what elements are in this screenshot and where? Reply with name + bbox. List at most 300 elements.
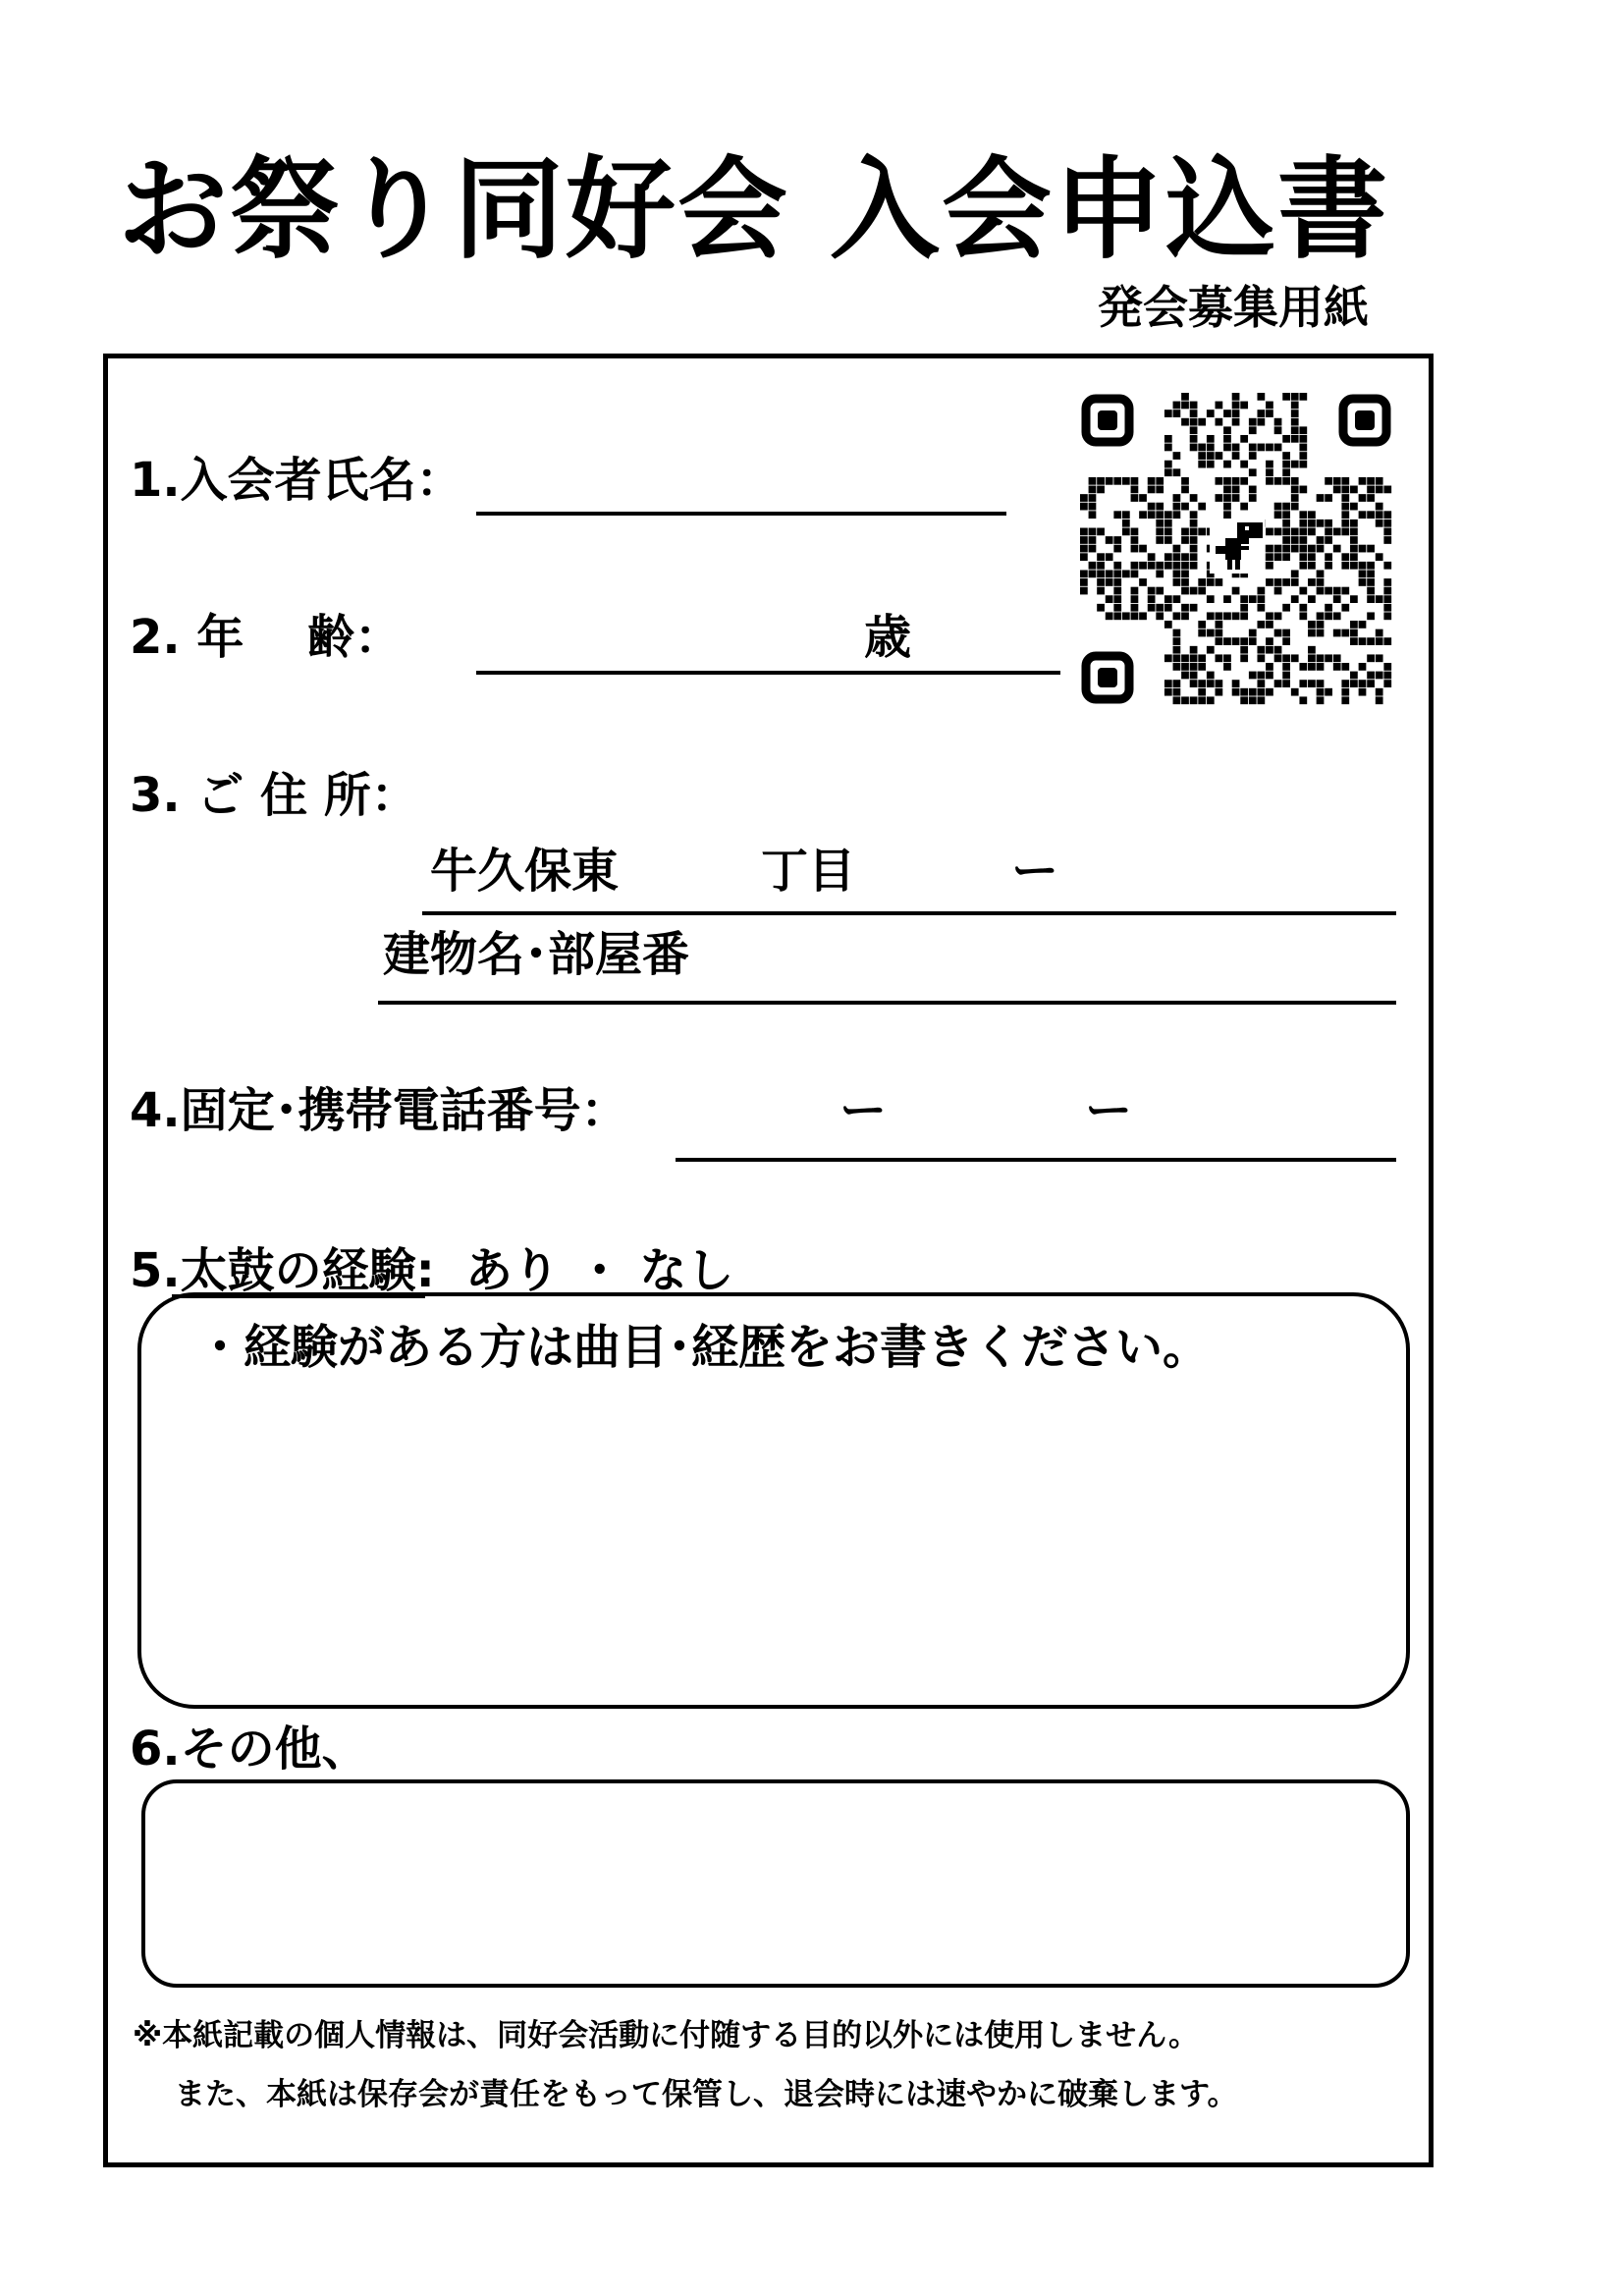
qr-module xyxy=(1376,672,1383,680)
qr-module xyxy=(1333,486,1341,494)
address-line1-input[interactable] xyxy=(422,911,1396,915)
qr-module xyxy=(1341,519,1349,527)
qr-module xyxy=(1359,477,1367,485)
qr-module xyxy=(1274,629,1282,637)
qr-module xyxy=(1317,621,1325,629)
qr-module xyxy=(1156,587,1164,595)
qr-module xyxy=(1376,629,1383,637)
qr-module xyxy=(1223,486,1231,494)
qr-module xyxy=(1299,444,1307,452)
phone-input-line[interactable] xyxy=(676,1158,1396,1162)
qr-module xyxy=(1325,536,1332,544)
qr-module xyxy=(1181,562,1189,570)
qr-module xyxy=(1383,680,1391,687)
age-unit: 歳 xyxy=(864,610,912,665)
qr-module xyxy=(1190,435,1198,443)
qr-module xyxy=(1164,519,1172,527)
qr-module xyxy=(1139,612,1147,620)
qr-module xyxy=(1240,435,1248,443)
qr-module xyxy=(1164,468,1172,476)
qr-module xyxy=(1190,663,1198,671)
qr-module xyxy=(1350,553,1358,561)
qr-module xyxy=(1317,688,1325,696)
phone-dash-2: ー xyxy=(1085,1083,1133,1138)
qr-module xyxy=(1198,629,1206,637)
qr-module xyxy=(1274,646,1282,654)
qr-module xyxy=(1274,578,1282,586)
qr-module xyxy=(1232,452,1240,460)
qr-module xyxy=(1207,435,1215,443)
qr-module xyxy=(1266,402,1273,410)
qr-module xyxy=(1257,680,1265,687)
qr-module xyxy=(1299,680,1307,687)
qr-module xyxy=(1308,621,1316,629)
qr-module xyxy=(1113,545,1121,553)
qr-module xyxy=(1232,680,1240,687)
qr-module xyxy=(1266,672,1273,680)
qr-module xyxy=(1274,418,1282,426)
qr-module xyxy=(1232,418,1240,426)
qr-module xyxy=(1282,536,1290,544)
qr-module xyxy=(1097,477,1105,485)
qr-module xyxy=(1317,696,1325,704)
qr-module xyxy=(1266,477,1273,485)
qr-module xyxy=(1299,486,1307,494)
qr-module xyxy=(1106,578,1113,586)
qr-module xyxy=(1181,587,1189,595)
qr-module xyxy=(1164,604,1172,612)
qr-module xyxy=(1274,680,1282,687)
qr-module xyxy=(1376,553,1383,561)
qr-module xyxy=(1131,528,1139,536)
qr-module xyxy=(1367,595,1375,603)
qr-module xyxy=(1274,528,1282,536)
qr-module xyxy=(1131,486,1139,494)
qr-module xyxy=(1232,402,1240,410)
qr-module xyxy=(1291,435,1299,443)
qr-module xyxy=(1097,553,1105,561)
qr-module xyxy=(1139,494,1147,502)
qr-code-icon[interactable] xyxy=(1080,393,1392,705)
qr-module xyxy=(1198,680,1206,687)
qr-module xyxy=(1089,536,1097,544)
qr-module xyxy=(1122,477,1130,485)
qr-module xyxy=(1350,595,1358,603)
qr-module xyxy=(1359,663,1367,671)
qr-module xyxy=(1131,545,1139,553)
qr-module xyxy=(1299,435,1307,443)
qr-module xyxy=(1325,562,1332,570)
qr-module xyxy=(1190,494,1198,502)
qr-module xyxy=(1223,494,1231,502)
qr-module xyxy=(1383,519,1391,527)
qr-module xyxy=(1181,418,1189,426)
qr-module xyxy=(1240,696,1248,704)
qr-module xyxy=(1308,545,1316,553)
qr-module xyxy=(1190,418,1198,426)
qr-module xyxy=(1240,595,1248,603)
qr-module xyxy=(1106,612,1113,620)
qr-module xyxy=(1131,494,1139,502)
qr-module xyxy=(1308,629,1316,637)
qr-module xyxy=(1223,663,1231,671)
qr-module xyxy=(1359,570,1367,577)
qr-module xyxy=(1139,511,1147,519)
qr-module xyxy=(1156,570,1164,577)
qr-module xyxy=(1341,494,1349,502)
qr-module xyxy=(1299,553,1307,561)
qr-module xyxy=(1249,672,1257,680)
qr-module xyxy=(1376,486,1383,494)
qr-module xyxy=(1156,486,1164,494)
qr-module xyxy=(1341,604,1349,612)
qr-module xyxy=(1139,562,1147,570)
qr-module xyxy=(1181,503,1189,511)
qr-module xyxy=(1257,393,1265,401)
qr-module xyxy=(1113,578,1121,586)
qr-module xyxy=(1266,410,1273,417)
qr-module xyxy=(1156,528,1164,536)
qr-module xyxy=(1181,654,1189,662)
qr-module xyxy=(1341,688,1349,696)
age-input-line[interactable] xyxy=(476,671,1060,675)
qr-module xyxy=(1359,578,1367,586)
qr-module xyxy=(1207,578,1215,586)
qr-module xyxy=(1190,528,1198,536)
qr-module xyxy=(1266,646,1273,654)
qr-module xyxy=(1291,477,1299,485)
qr-module xyxy=(1181,477,1189,485)
qr-module xyxy=(1317,578,1325,586)
qr-module xyxy=(1266,663,1273,671)
qr-module xyxy=(1257,604,1265,612)
qr-module xyxy=(1350,621,1358,629)
qr-module xyxy=(1367,578,1375,586)
qr-module xyxy=(1325,519,1332,527)
qr-module xyxy=(1173,578,1181,586)
qr-module xyxy=(1240,402,1248,410)
qr-module xyxy=(1181,696,1189,704)
qr-module xyxy=(1266,528,1273,536)
qr-module xyxy=(1164,536,1172,544)
qr-module xyxy=(1190,545,1198,553)
qr-module xyxy=(1249,696,1257,704)
qr-module xyxy=(1223,477,1231,485)
qr-module xyxy=(1383,486,1391,494)
qr-module xyxy=(1148,595,1156,603)
qr-module xyxy=(1089,528,1097,536)
qr-module xyxy=(1249,688,1257,696)
qr-module xyxy=(1376,654,1383,662)
qr-module xyxy=(1367,654,1375,662)
qr-module xyxy=(1106,536,1113,544)
qr-module xyxy=(1317,612,1325,620)
qr-module xyxy=(1156,562,1164,570)
qr-module xyxy=(1350,545,1358,553)
qr-module xyxy=(1198,587,1206,595)
qr-module xyxy=(1190,587,1198,595)
qr-module xyxy=(1266,553,1273,561)
qr-module xyxy=(1173,402,1181,410)
qr-module xyxy=(1291,461,1299,468)
qr-module xyxy=(1291,410,1299,417)
qr-module xyxy=(1266,461,1273,468)
qr-module xyxy=(1325,604,1332,612)
qr-module xyxy=(1291,393,1299,401)
qr-module xyxy=(1282,435,1290,443)
qr-module xyxy=(1317,545,1325,553)
qr-module xyxy=(1333,612,1341,620)
qr-module xyxy=(1376,595,1383,603)
qr-module xyxy=(1164,435,1172,443)
qr-module xyxy=(1383,663,1391,671)
other-textarea[interactable] xyxy=(141,1779,1410,1988)
qr-module xyxy=(1198,452,1206,460)
qr-module xyxy=(1249,418,1257,426)
qr-module xyxy=(1181,402,1189,410)
qr-module xyxy=(1164,461,1172,468)
qr-module xyxy=(1190,672,1198,680)
qr-module xyxy=(1299,696,1307,704)
qr-module xyxy=(1181,570,1189,577)
qr-module xyxy=(1282,680,1290,687)
qr-module xyxy=(1181,612,1189,620)
qr-module xyxy=(1257,595,1265,603)
address-line2-input[interactable] xyxy=(378,1001,1396,1005)
qr-module xyxy=(1367,511,1375,519)
qr-module xyxy=(1198,461,1206,468)
qr-module xyxy=(1190,696,1198,704)
qr-module xyxy=(1089,562,1097,570)
qr-module xyxy=(1240,637,1248,645)
qr-module xyxy=(1240,612,1248,620)
qr-module xyxy=(1080,570,1088,577)
qr-module xyxy=(1089,570,1097,577)
qr-module xyxy=(1317,587,1325,595)
qr-module xyxy=(1282,477,1290,485)
qr-module xyxy=(1274,612,1282,620)
qr-module xyxy=(1156,511,1164,519)
qr-module xyxy=(1113,612,1121,620)
qr-module xyxy=(1341,680,1349,687)
qr-module xyxy=(1207,452,1215,460)
qr-module xyxy=(1156,477,1164,485)
qr-module xyxy=(1282,663,1290,671)
qr-module xyxy=(1106,477,1113,485)
qr-module xyxy=(1257,410,1265,417)
qr-module xyxy=(1148,511,1156,519)
qr-module xyxy=(1173,494,1181,502)
qr-module xyxy=(1317,663,1325,671)
qr-module xyxy=(1173,646,1181,654)
qr-module xyxy=(1181,663,1189,671)
qr-module xyxy=(1282,452,1290,460)
qr-module xyxy=(1164,410,1172,417)
qr-module xyxy=(1308,595,1316,603)
qr-module xyxy=(1181,536,1189,544)
qr-module xyxy=(1325,553,1332,561)
qr-module xyxy=(1367,612,1375,620)
qr-module xyxy=(1249,637,1257,645)
qr-module xyxy=(1367,637,1375,645)
qr-module xyxy=(1148,503,1156,511)
qr-module xyxy=(1367,486,1375,494)
qr-module xyxy=(1190,680,1198,687)
drum-experience-options[interactable]: あり ・ なし xyxy=(465,1243,734,1298)
qr-module xyxy=(1376,511,1383,519)
qr-module xyxy=(1341,663,1349,671)
qr-module xyxy=(1156,604,1164,612)
qr-module xyxy=(1181,553,1189,561)
qr-module xyxy=(1181,528,1189,536)
qr-module xyxy=(1266,545,1273,553)
qr-module xyxy=(1232,587,1240,595)
qr-module xyxy=(1148,486,1156,494)
qr-module xyxy=(1282,511,1290,519)
qr-module xyxy=(1216,578,1223,586)
qr-module xyxy=(1359,562,1367,570)
qr-module xyxy=(1232,688,1240,696)
qr-module xyxy=(1173,410,1181,417)
qr-module xyxy=(1223,612,1231,620)
qr-module xyxy=(1216,612,1223,620)
qr-module xyxy=(1216,688,1223,696)
qr-module xyxy=(1308,654,1316,662)
qr-module xyxy=(1291,536,1299,544)
qr-module xyxy=(1156,536,1164,544)
qr-module xyxy=(1367,494,1375,502)
qr-module xyxy=(1190,511,1198,519)
qr-module xyxy=(1164,553,1172,561)
qr-module xyxy=(1216,477,1223,485)
qr-module xyxy=(1383,604,1391,612)
qr-module xyxy=(1190,402,1198,410)
form-subtitle: 発会募集用紙 xyxy=(1098,281,1369,334)
qr-module xyxy=(1207,629,1215,637)
qr-module xyxy=(1266,578,1273,586)
qr-module xyxy=(1181,578,1189,586)
name-input-line[interactable] xyxy=(476,512,1006,516)
qr-module xyxy=(1173,468,1181,476)
qr-module xyxy=(1299,536,1307,544)
qr-module xyxy=(1131,477,1139,485)
qr-module xyxy=(1216,494,1223,502)
qr-module xyxy=(1148,587,1156,595)
qr-module xyxy=(1383,511,1391,519)
qr-module xyxy=(1367,680,1375,687)
qr-module xyxy=(1257,621,1265,629)
qr-module xyxy=(1308,680,1316,687)
qr-module xyxy=(1080,494,1088,502)
qr-module xyxy=(1240,654,1248,662)
qr-module xyxy=(1350,672,1358,680)
qr-module xyxy=(1359,637,1367,645)
qr-module xyxy=(1181,672,1189,680)
address-label: 3. ご 住 所： xyxy=(130,768,418,823)
qr-module xyxy=(1164,654,1172,662)
qr-module xyxy=(1299,587,1307,595)
qr-module xyxy=(1207,595,1215,603)
qr-module xyxy=(1190,654,1198,662)
qr-module xyxy=(1173,612,1181,620)
form-title: お祭り同好会 入会申込書 xyxy=(118,146,1389,274)
qr-module xyxy=(1274,503,1282,511)
qr-module xyxy=(1274,587,1282,595)
qr-module xyxy=(1198,621,1206,629)
qr-module xyxy=(1367,587,1375,595)
qr-module xyxy=(1113,587,1121,595)
qr-module xyxy=(1350,528,1358,536)
qr-module xyxy=(1122,528,1130,536)
qr-module xyxy=(1216,418,1223,426)
qr-module xyxy=(1207,672,1215,680)
qr-module xyxy=(1274,426,1282,434)
qr-module xyxy=(1282,468,1290,476)
qr-module xyxy=(1131,595,1139,603)
qr-module xyxy=(1282,503,1290,511)
qr-module xyxy=(1223,637,1231,645)
qr-module xyxy=(1341,587,1349,595)
qr-module xyxy=(1148,562,1156,570)
qr-module xyxy=(1240,503,1248,511)
qr-module xyxy=(1080,553,1088,561)
qr-module xyxy=(1341,511,1349,519)
qr-module xyxy=(1282,461,1290,468)
qr-module xyxy=(1148,604,1156,612)
qr-module xyxy=(1164,595,1172,603)
qr-module xyxy=(1080,545,1088,553)
qr-module xyxy=(1325,528,1332,536)
qr-module xyxy=(1131,570,1139,577)
qr-module xyxy=(1376,637,1383,645)
qr-module xyxy=(1240,646,1248,654)
qr-module xyxy=(1299,604,1307,612)
qr-module xyxy=(1291,570,1299,577)
qr-module xyxy=(1097,570,1105,577)
qr-module xyxy=(1089,477,1097,485)
qr-module xyxy=(1223,426,1231,434)
qr-module xyxy=(1282,637,1290,645)
qr-module xyxy=(1282,553,1290,561)
qr-module xyxy=(1164,562,1172,570)
qr-module xyxy=(1282,528,1290,536)
qr-module xyxy=(1350,519,1358,527)
qr-module xyxy=(1207,646,1215,654)
qr-module xyxy=(1333,545,1341,553)
qr-module xyxy=(1274,511,1282,519)
qr-module xyxy=(1198,696,1206,704)
qr-module xyxy=(1240,604,1248,612)
qr-module xyxy=(1249,452,1257,460)
qr-module xyxy=(1106,595,1113,603)
qr-module xyxy=(1249,494,1257,502)
qr-module xyxy=(1173,452,1181,460)
qr-module xyxy=(1299,545,1307,553)
qr-module xyxy=(1282,545,1290,553)
qr-module xyxy=(1341,562,1349,570)
qr-module xyxy=(1216,452,1223,460)
qr-module xyxy=(1291,545,1299,553)
qr-module xyxy=(1376,519,1383,527)
qr-module xyxy=(1291,654,1299,662)
qr-module xyxy=(1232,477,1240,485)
qr-module xyxy=(1308,562,1316,570)
qr-module xyxy=(1097,578,1105,586)
qr-module xyxy=(1097,604,1105,612)
qr-module xyxy=(1190,444,1198,452)
qr-module xyxy=(1190,536,1198,544)
qr-module xyxy=(1291,688,1299,696)
